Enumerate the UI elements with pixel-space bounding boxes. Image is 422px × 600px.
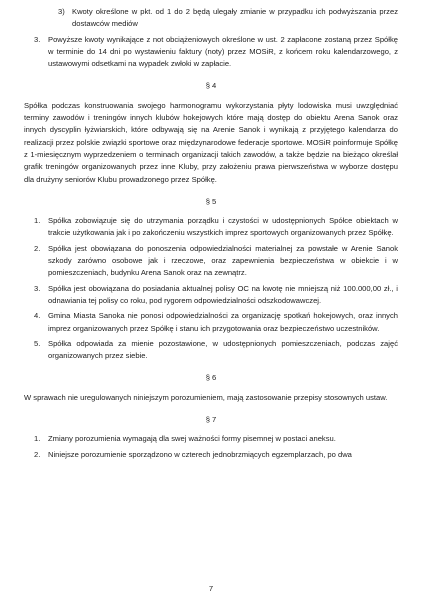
item-text: Spółka zobowiązuje się do utrzymania porządku i czystości w udostępnionych Spółce obiektach w trakcie użytkowania jak i po zakończeniu wszystkich imprez sportowych organizowanych przez Spółkę. [48, 216, 398, 238]
item-text: Spółka jest obowiązana do ponoszenia odpowiedzialności materialnej za powstałe w Arenie Sanok szkody zarówno osobowe jak i rzeczowe, oraz zapewnienia bezpieczeństwa w obiekcie i w pomieszczeniach, budynku Arena Sanok oraz na zewnątrz. [48, 243, 398, 278]
section-7-heading: § 7 [205, 415, 217, 425]
section-4-text: Spółka podczas konstruowania swojego harmonogramu wykorzystania płyty lodowiska musi uwzględniać terminy zawodów i treningów innych klubów hokejowych które mają dostęp do obiektu Arena Sanok oraz innych dyscyplin łyżwiarskich, które odbywają się na Arenie Sanok i wynikają z przyjętego kalendarza do realizacji przez polskie związki sportowe oraz międzynarodowe federacje sportowe. MOSiR poinformuje Spółkę z 1-miesięcznym wyprzedzeniem o terminach organizacji takich zawodów, a także będzie na bieżąco określał grafik treningów organizowanych przez inne Kluby, przy założeniu prawa pierwszeństwa w wyborze dostępu dla drużyny seniorów Klubu prowadzonego przez Spółkę. [24, 100, 398, 184]
list-item [24, 283, 398, 308]
item-number: 3. [34, 283, 41, 293]
item-text: Gmina Miasta Sanoka nie ponosi odpowiedzialności za organizację spotkań hokejowych, oraz innych imprez organizowanych przez Spółkę i stanu ich przygotowania oraz bezpieczeństwo uczestników. [48, 311, 398, 333]
item-number: 3) [58, 7, 65, 16]
list-item [24, 449, 398, 461]
list-item [24, 243, 398, 280]
item-number: 5. [34, 338, 41, 348]
item-text: Niniejsze porozumienie sporządzono w czterech jednobrzmiących egzemplarzach, po dwa [48, 449, 352, 459]
section-6-text: W sprawach nie uregulowanych niniejszym porozumieniem, mają zastosowanie przepisy stosownych ustaw. [24, 392, 388, 402]
list-item [24, 310, 398, 335]
section-6-heading: § 6 [205, 373, 217, 383]
section-5-list [24, 215, 398, 362]
item-number: 3. [34, 34, 41, 44]
list-item [24, 433, 398, 445]
item-number: 2. [34, 243, 41, 253]
list-item [24, 215, 398, 240]
item-number: 4. [34, 311, 41, 321]
item-text: Powyższe kwoty wynikające z not obciążeniowych określone w ust. 2 zapłacone zostaną przez Spółkę w terminie do 14 dni po wystawieniu faktury (noty) przez MOSiR, z końcem roku kalendarzowego, z ustawowymi odsetkami na wypadek zwłoki w zapłacie. [48, 34, 398, 69]
section-7-list [24, 433, 398, 461]
item-number: 1. [34, 434, 41, 444]
item-text: Kwoty określone w pkt. od 1 do 2 będą ulegały zmianie w przypadku ich podwyższania przez dostawców mediów [72, 7, 398, 29]
item-text: Spółka odpowiada za mienie pozostawione, w udostępnionych pomieszczeniach, podczas zajęć organizowanych przez siebie. [48, 338, 398, 361]
top-item-3-dot [24, 34, 398, 71]
top-item-3-paren [24, 6, 398, 31]
page-number: 7 [208, 584, 214, 593]
list-item [24, 338, 398, 363]
item-text: Spółka jest obowiązana do posiadania aktualnej polisy OC na kwotę nie mniejszą niż 100.000,00 zł., i odnawiania tej polisy co roku, pod rygorem odpowiedzialności odszkodowawczej. [48, 283, 398, 305]
section-4-heading: § 4 [205, 81, 217, 91]
item-number: 1. [34, 216, 41, 226]
item-number: 2. [34, 449, 41, 459]
section-5-heading: § 5 [205, 196, 217, 206]
item-text: Zmiany porozumienia wymagają dla swej ważności formy pisemnej w postaci aneksu. [48, 434, 336, 444]
